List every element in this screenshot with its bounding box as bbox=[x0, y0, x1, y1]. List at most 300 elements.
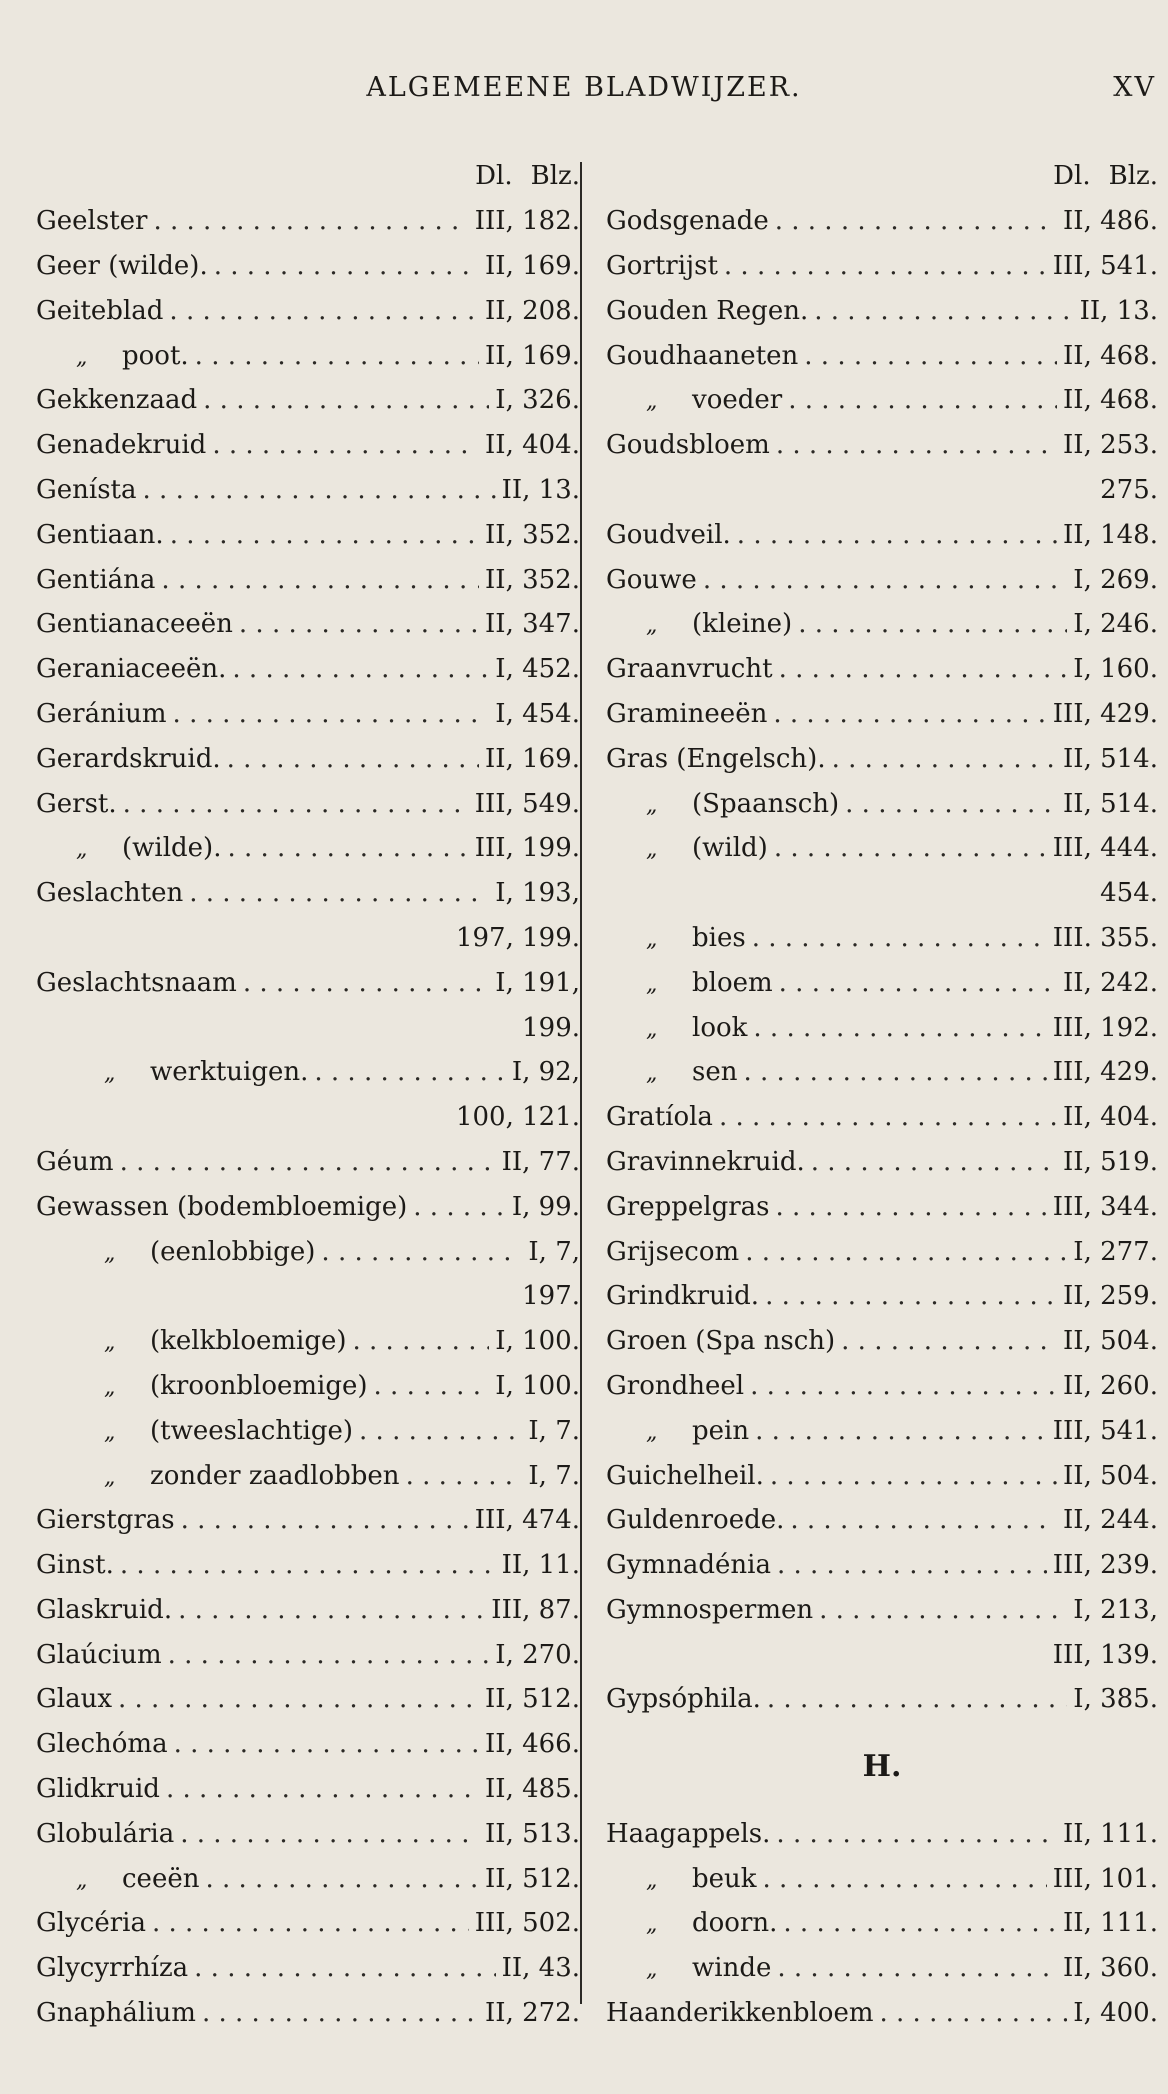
entry-name: Guldenroede. bbox=[606, 1505, 785, 1536]
entry-term bbox=[606, 520, 731, 550]
leader-dots bbox=[845, 789, 1057, 819]
index-entry bbox=[36, 1856, 580, 1901]
leader-dots bbox=[770, 1461, 1057, 1491]
entry-page-ref: I, 277. bbox=[1073, 1236, 1158, 1267]
entry-term bbox=[606, 1550, 771, 1580]
entry-page-ref: II, 466. bbox=[485, 1729, 580, 1760]
entry-term bbox=[606, 1102, 713, 1132]
ditto-mark: „ bbox=[76, 344, 88, 370]
leader-dots bbox=[161, 565, 479, 595]
entry-term bbox=[36, 654, 226, 684]
index-entry bbox=[36, 871, 580, 916]
index-entry bbox=[36, 781, 580, 826]
index-entry bbox=[606, 333, 1158, 378]
entry-page-ref: II, 513. bbox=[485, 1818, 580, 1849]
entry-term bbox=[36, 1371, 368, 1401]
entry-term bbox=[606, 1684, 761, 1714]
entry-page-ref: III, 199. bbox=[474, 833, 580, 864]
entry-name: (Spaansch) bbox=[692, 788, 840, 819]
entry-term bbox=[36, 341, 189, 371]
entry-page-ref: II, 504. bbox=[1063, 1326, 1158, 1357]
entry-term bbox=[606, 1595, 813, 1625]
entry-name: Geiteblad bbox=[36, 295, 164, 326]
index-entry bbox=[36, 1811, 580, 1856]
leader-dots bbox=[227, 744, 479, 774]
entry-page-ref: I, 160. bbox=[1073, 654, 1158, 685]
entry-name: Gras (Engelsch). bbox=[606, 743, 826, 774]
entry-term bbox=[36, 1550, 114, 1580]
leader-dots bbox=[170, 520, 479, 550]
entry-name: doorn. bbox=[692, 1908, 778, 1939]
entry-page-ref: II, 11. bbox=[501, 1550, 580, 1581]
index-entry bbox=[36, 736, 580, 781]
index-entry bbox=[36, 1901, 580, 1946]
entry-page-ref: I, 100. bbox=[495, 1370, 580, 1401]
index-entry bbox=[36, 1722, 580, 1767]
index-entry bbox=[606, 1184, 1158, 1229]
entry-name: Gekkenzaad bbox=[36, 385, 198, 416]
ditto-mark: „ bbox=[646, 971, 658, 997]
leader-dots bbox=[203, 385, 489, 415]
entry-term bbox=[606, 923, 746, 953]
entry-page-ref: II, 514. bbox=[1063, 788, 1158, 819]
entry-term bbox=[606, 968, 773, 998]
index-entry bbox=[606, 1901, 1158, 1946]
index-entry bbox=[606, 1677, 1158, 1722]
entry-term bbox=[36, 1774, 160, 1804]
entry-term bbox=[36, 699, 167, 729]
index-entry bbox=[606, 1140, 1158, 1185]
leader-dots bbox=[724, 251, 1047, 281]
entry-page-ref: II, 260. bbox=[1063, 1370, 1158, 1401]
entry-name: Gypsóphila. bbox=[606, 1684, 761, 1715]
entry-term bbox=[36, 1640, 162, 1670]
entry-page-ref: II, 512. bbox=[485, 1863, 580, 1894]
entry-term bbox=[606, 654, 773, 684]
leader-dots bbox=[194, 1953, 495, 1983]
entry-page-ref: 197, 199. bbox=[455, 922, 580, 953]
leader-dots bbox=[737, 520, 1057, 550]
index-entry bbox=[606, 1095, 1158, 1140]
entry-name: Geslachten bbox=[36, 878, 184, 909]
entry-name: beuk bbox=[692, 1863, 757, 1894]
leader-dots bbox=[120, 1147, 496, 1177]
leader-dots bbox=[143, 475, 496, 505]
index-entry bbox=[606, 1498, 1158, 1543]
ditto-mark: „ bbox=[646, 389, 658, 415]
entry-page-ref: II, 111. bbox=[1063, 1818, 1158, 1849]
entry-page-ref: III. 355. bbox=[1052, 922, 1158, 953]
leader-dots bbox=[168, 1640, 490, 1670]
index-entry bbox=[606, 288, 1158, 333]
entry-term bbox=[606, 1326, 835, 1356]
leader-dots bbox=[181, 1505, 469, 1535]
entry-term bbox=[36, 430, 206, 460]
entry-page-ref: II, 242. bbox=[1063, 967, 1158, 998]
leader-dots bbox=[783, 1908, 1057, 1938]
entry-page-ref: II, 77. bbox=[501, 1146, 580, 1177]
entry-name: Glycyrrhíza bbox=[36, 1953, 189, 1984]
index-entry-continuation bbox=[606, 1632, 1158, 1677]
entry-page-ref: I, 7. bbox=[528, 1460, 580, 1491]
entry-page-ref: I, 100. bbox=[495, 1326, 580, 1357]
entry-term bbox=[606, 1953, 771, 1983]
entry-page-ref: III, 541. bbox=[1052, 250, 1158, 281]
entry-name: Gentiána bbox=[36, 564, 156, 595]
index-entry bbox=[606, 423, 1158, 468]
leader-dots bbox=[753, 1013, 1046, 1043]
entry-page-ref: III, 87. bbox=[491, 1594, 580, 1625]
entry-page-ref: I, 213, bbox=[1073, 1594, 1158, 1625]
index-entry bbox=[606, 1319, 1158, 1364]
entry-page-ref: II, 352. bbox=[485, 564, 580, 595]
entry-page-ref: II, 43. bbox=[501, 1953, 580, 1984]
leader-dots bbox=[123, 789, 469, 819]
entry-name: Gramineeën bbox=[606, 698, 768, 729]
index-entry bbox=[606, 1946, 1158, 1991]
right-entry-list bbox=[606, 199, 1158, 2036]
leader-dots bbox=[752, 923, 1047, 953]
ditto-mark: „ bbox=[646, 792, 658, 818]
leader-dots bbox=[227, 833, 468, 863]
entry-term bbox=[36, 1326, 347, 1356]
index-entry bbox=[36, 1588, 580, 1633]
index-entry bbox=[36, 1229, 580, 1274]
entry-page-ref: I, 7. bbox=[528, 1415, 580, 1446]
index-entry bbox=[36, 512, 580, 557]
entry-term bbox=[606, 1281, 759, 1311]
entry-name: Globulária bbox=[36, 1818, 175, 1849]
entry-term bbox=[36, 1953, 188, 1983]
entry-name: Haagappels. bbox=[606, 1818, 771, 1849]
entry-page-ref: I, 452. bbox=[495, 654, 580, 685]
leader-dots bbox=[811, 1147, 1057, 1177]
index-entry bbox=[36, 1543, 580, 1588]
index-entry bbox=[36, 244, 580, 289]
entry-name: Gymnospermen bbox=[606, 1594, 814, 1625]
leader-dots bbox=[243, 968, 489, 998]
index-entry bbox=[36, 602, 580, 647]
entry-page-ref: II, 504. bbox=[1063, 1460, 1158, 1491]
entry-term bbox=[606, 1819, 770, 1849]
entry-term bbox=[36, 1057, 308, 1087]
entry-page-ref: III, 429. bbox=[1052, 698, 1158, 729]
entry-page-ref: II, 404. bbox=[485, 430, 580, 461]
entry-term bbox=[606, 385, 782, 415]
index-entry bbox=[606, 199, 1158, 244]
page-header: Blz. bbox=[530, 161, 580, 192]
entry-page-ref: I, 385. bbox=[1073, 1684, 1158, 1715]
entry-term bbox=[36, 475, 137, 505]
entry-term bbox=[36, 609, 233, 639]
index-entry bbox=[36, 1184, 580, 1229]
index-entry bbox=[606, 916, 1158, 961]
entry-page-ref: 197. bbox=[522, 1281, 580, 1312]
index-entry bbox=[36, 1140, 580, 1185]
entry-page-ref: III, 444. bbox=[1052, 833, 1158, 864]
entry-term bbox=[36, 878, 183, 908]
index-entry-continuation bbox=[606, 871, 1158, 916]
entry-name: (tweeslachtige) bbox=[150, 1415, 354, 1446]
entry-page-ref: III, 239. bbox=[1052, 1550, 1158, 1581]
ditto-mark: „ bbox=[646, 1957, 658, 1983]
entry-page-ref: III, 182. bbox=[474, 206, 580, 237]
leader-dots bbox=[776, 1819, 1057, 1849]
entry-name: look bbox=[692, 1012, 748, 1043]
entry-name: bies bbox=[692, 922, 746, 953]
entry-name: winde bbox=[692, 1953, 772, 1984]
leader-dots bbox=[777, 1550, 1047, 1580]
leader-dots bbox=[819, 1595, 1067, 1625]
entry-name: Ginst. bbox=[36, 1550, 114, 1581]
index-entry bbox=[606, 244, 1158, 289]
entry-name: Geer (wilde). bbox=[36, 250, 208, 281]
index-entry bbox=[606, 692, 1158, 737]
page-number: XV bbox=[1113, 72, 1156, 103]
entry-name: Greppelgras bbox=[606, 1191, 770, 1222]
entry-page-ref: 199. bbox=[522, 1012, 580, 1043]
entry-term bbox=[36, 968, 237, 998]
index-entry-continuation bbox=[36, 1005, 580, 1050]
entry-name: Grondheel bbox=[606, 1370, 745, 1401]
leader-dots bbox=[763, 1864, 1047, 1894]
entry-page-ref: I, 99. bbox=[511, 1191, 580, 1222]
leader-dots bbox=[788, 385, 1057, 415]
entry-name: Géum bbox=[36, 1146, 114, 1177]
entry-page-ref: III, 502. bbox=[474, 1908, 580, 1939]
ditto-mark: „ bbox=[104, 1374, 116, 1400]
entry-name: Glechóma bbox=[36, 1729, 168, 1760]
entry-name: Glycéria bbox=[36, 1908, 146, 1939]
index-entry bbox=[606, 781, 1158, 826]
entry-term bbox=[36, 833, 221, 863]
index-entry bbox=[606, 960, 1158, 1005]
entry-page-ref: II, 468. bbox=[1063, 340, 1158, 371]
leader-dots bbox=[765, 1281, 1057, 1311]
leader-dots bbox=[239, 609, 479, 639]
entry-term bbox=[36, 1864, 199, 1894]
entry-term bbox=[36, 1416, 353, 1446]
index-entry bbox=[606, 1991, 1158, 2036]
entry-name: (wild) bbox=[692, 833, 768, 864]
entry-term bbox=[36, 1819, 174, 1849]
entry-term bbox=[36, 1908, 146, 1938]
entry-page-ref: II, 259. bbox=[1063, 1281, 1158, 1312]
leader-dots bbox=[776, 430, 1057, 460]
leader-dots bbox=[776, 1192, 1047, 1222]
left-entry-list bbox=[36, 199, 580, 2036]
entry-term bbox=[36, 1729, 168, 1759]
entry-page-ref: II, 13. bbox=[501, 474, 580, 505]
entry-name: Geelster bbox=[36, 206, 148, 237]
entry-term bbox=[606, 1461, 764, 1491]
entry-name: Gierstgras bbox=[36, 1505, 175, 1536]
entry-page-ref: I, 454. bbox=[495, 698, 580, 729]
entry-page-ref: II, 169. bbox=[485, 340, 580, 371]
index-entry bbox=[36, 1453, 580, 1498]
ditto-mark: „ bbox=[104, 1464, 116, 1490]
ditto-mark: „ bbox=[104, 1330, 116, 1356]
entry-term bbox=[36, 565, 155, 595]
entry-name: Geslachtsnaam bbox=[36, 967, 237, 998]
leader-dots bbox=[120, 1550, 496, 1580]
ditto-mark: „ bbox=[646, 613, 658, 639]
entry-term bbox=[36, 1461, 400, 1491]
ditto-mark: „ bbox=[76, 1867, 88, 1893]
entry-name: voeder bbox=[692, 385, 783, 416]
entry-page-ref: II, 169. bbox=[485, 743, 580, 774]
left-column-header bbox=[36, 154, 580, 199]
entry-term bbox=[606, 341, 798, 371]
index-entry bbox=[606, 1588, 1158, 1633]
entry-name: Gravinnekruid. bbox=[606, 1146, 805, 1177]
entry-page-ref: II, 352. bbox=[485, 519, 580, 550]
index-entry bbox=[36, 1767, 580, 1812]
index-entry bbox=[36, 1364, 580, 1409]
index-entry bbox=[36, 423, 580, 468]
leader-dots bbox=[745, 1237, 1067, 1267]
entry-term bbox=[606, 1505, 784, 1535]
entry-name: Godsgenade bbox=[606, 206, 769, 237]
ditto-mark: „ bbox=[646, 926, 658, 952]
entry-page-ref: III, 541. bbox=[1052, 1415, 1158, 1446]
leader-dots bbox=[841, 1326, 1057, 1356]
leader-dots bbox=[750, 1371, 1057, 1401]
entry-name: Genísta bbox=[36, 474, 137, 505]
volume-header: Dl. bbox=[1053, 161, 1091, 192]
index-entry bbox=[606, 736, 1158, 781]
leader-dots bbox=[178, 1595, 485, 1625]
index-entry bbox=[36, 1632, 580, 1677]
entry-term bbox=[606, 1147, 805, 1177]
entry-page-ref: II, 512. bbox=[485, 1684, 580, 1715]
entry-term bbox=[606, 1998, 874, 2028]
entry-page-ref: II, 111. bbox=[1063, 1908, 1158, 1939]
leader-dots bbox=[775, 206, 1057, 236]
entry-name: poot. bbox=[122, 340, 189, 371]
ditto-mark: „ bbox=[104, 1419, 116, 1445]
entry-term bbox=[36, 520, 164, 550]
entry-page-ref: II, 169. bbox=[485, 250, 580, 281]
leader-dots bbox=[153, 206, 468, 236]
entry-name: Goudveil. bbox=[606, 519, 731, 550]
leader-dots bbox=[703, 565, 1067, 595]
index-entry bbox=[606, 1811, 1158, 1856]
index-entry bbox=[36, 1319, 580, 1364]
leader-dots bbox=[353, 1326, 490, 1356]
entry-term bbox=[36, 1998, 196, 2028]
entry-term bbox=[606, 609, 792, 639]
entry-term bbox=[606, 430, 770, 460]
index-entry bbox=[36, 333, 580, 378]
entry-term bbox=[36, 1192, 407, 1222]
entry-page-ref: III, 139. bbox=[1052, 1639, 1158, 1670]
entry-page-ref: II, 486. bbox=[1063, 206, 1158, 237]
entry-term bbox=[36, 744, 221, 774]
entry-term bbox=[606, 206, 769, 236]
entry-page-ref: II, 519. bbox=[1063, 1146, 1158, 1177]
leader-dots bbox=[719, 1102, 1057, 1132]
index-entry bbox=[36, 1050, 580, 1095]
entry-page-ref: I, 400. bbox=[1073, 1998, 1158, 2029]
index-entry bbox=[606, 1543, 1158, 1588]
leader-dots bbox=[166, 1774, 479, 1804]
index-entry bbox=[36, 1677, 580, 1722]
entry-term bbox=[606, 699, 767, 729]
volume-header: Dl. bbox=[475, 161, 513, 192]
leader-dots bbox=[406, 1461, 523, 1491]
leader-dots bbox=[779, 968, 1057, 998]
entry-name: Gortrijst bbox=[606, 250, 718, 281]
leader-dots bbox=[798, 609, 1067, 639]
entry-page-ref: II, 485. bbox=[485, 1774, 580, 1805]
entry-page-ref: I, 7, bbox=[528, 1236, 580, 1267]
entry-term bbox=[606, 1057, 737, 1087]
entry-page-ref: II, 148. bbox=[1063, 519, 1158, 550]
ditto-mark: „ bbox=[104, 1061, 116, 1087]
ditto-mark: „ bbox=[646, 1061, 658, 1087]
index-entry bbox=[36, 692, 580, 737]
index-entry bbox=[606, 1005, 1158, 1050]
entry-name: Gerst. bbox=[36, 788, 117, 819]
entry-page-ref: I, 326. bbox=[495, 385, 580, 416]
index-entry bbox=[36, 647, 580, 692]
entry-page-ref: III, 101. bbox=[1052, 1863, 1158, 1894]
index-entry bbox=[606, 1856, 1158, 1901]
entry-name: Gewassen (bodembloemige) bbox=[36, 1191, 408, 1222]
entry-name: Glaux bbox=[36, 1684, 112, 1715]
ditto-mark: „ bbox=[646, 1912, 658, 1938]
entry-page-ref: II, 253. bbox=[1063, 430, 1158, 461]
entry-name: ceeën bbox=[122, 1863, 200, 1894]
leader-dots bbox=[359, 1416, 522, 1446]
entry-page-ref: 100, 121. bbox=[455, 1102, 580, 1133]
entry-page-ref: I, 92, bbox=[511, 1057, 580, 1088]
leader-dots bbox=[189, 878, 489, 908]
entry-page-ref: II, 272. bbox=[485, 1998, 580, 2029]
index-entry bbox=[36, 288, 580, 333]
index-entry bbox=[606, 1453, 1158, 1498]
index-entry bbox=[606, 826, 1158, 871]
ditto-mark: „ bbox=[76, 837, 88, 863]
index-entry bbox=[606, 512, 1158, 557]
leader-dots bbox=[774, 833, 1047, 863]
entry-name: (wilde). bbox=[122, 833, 222, 864]
entry-name: Gerardskruid. bbox=[36, 743, 221, 774]
leader-dots bbox=[804, 341, 1057, 371]
entry-page-ref: 454. bbox=[1100, 878, 1158, 909]
entry-page-ref: III, 549. bbox=[474, 788, 580, 819]
entry-term bbox=[36, 1684, 112, 1714]
index-entry bbox=[606, 1229, 1158, 1274]
right-column-header bbox=[606, 154, 1158, 199]
entry-name: Grijsecom bbox=[606, 1236, 740, 1267]
entry-page-ref: I, 193, bbox=[495, 878, 580, 909]
entry-name: (kelkbloemige) bbox=[150, 1326, 347, 1357]
entry-name: Grindkruid. bbox=[606, 1281, 760, 1312]
leader-dots bbox=[195, 341, 479, 371]
leader-dots bbox=[814, 296, 1073, 326]
leader-dots bbox=[173, 699, 490, 729]
entry-term bbox=[36, 1595, 172, 1625]
entry-name: Gymnadénia bbox=[606, 1550, 771, 1581]
entry-term bbox=[606, 1416, 749, 1446]
entry-term bbox=[36, 251, 208, 281]
entry-page-ref: I, 191, bbox=[495, 967, 580, 998]
entry-page-ref: II, 347. bbox=[485, 609, 580, 640]
entry-page-ref: III, 474. bbox=[474, 1505, 580, 1536]
entry-term bbox=[36, 296, 163, 326]
